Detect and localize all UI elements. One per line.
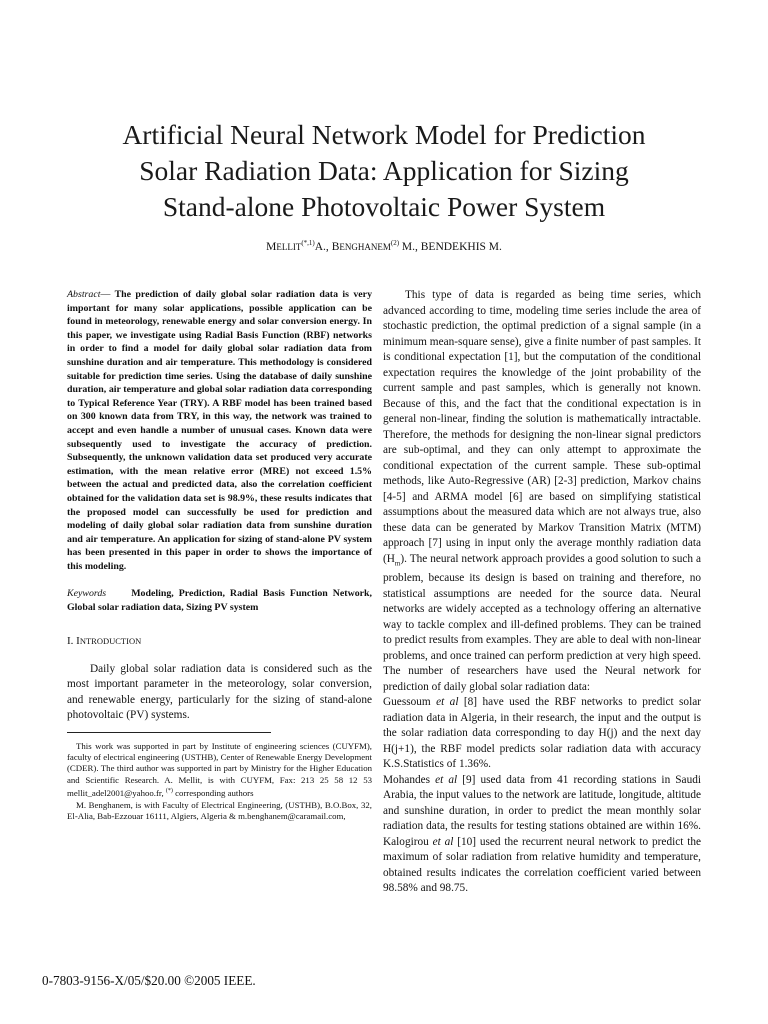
paper-title xyxy=(60,117,708,225)
right-p3-author: Mohandes xyxy=(383,773,436,786)
author-line xyxy=(60,235,708,255)
abstract-text: The prediction of daily global solar radiation data is very important for many solar applications, possible application can be found in meteorology, renewable energy and solar conversion energy. In this paper, we investigate using Radial Basis Function (RBF) networks in order to find a model for daily global solar radiation data from sunshine duration and air temperature. This methodology is considered suitable for prediction time series. Using the database of daily sunshine duration, air temperature and global solar radiation data corresponding to Typical Reference Year (TRY). A RBF model has been trained based on 300 known data from TRY, in this way, the network was trained to accept and even handle a number of unusual cases. Known data were subsequently used to investigate the accuracy of prediction. Subsequently, the unknown validation data set produced very accurate estimation, with the mean relative error (MRE) not exceed 1.5% between the actual and predicted data, also the correlation coefficient obtained for the validation data set is 98.9%, these results indicates that the proposed model can successfully be used for prediction and modeling of daily global solar radiation data from sunshine duration and air temperature. An application for sizing of stand-alone PV system has been presented in this paper in order to shows the importance of this modeling. xyxy=(67,289,373,572)
author2-tail: M., BENDEKHIS M. xyxy=(399,240,502,253)
right-p1-text: This type of data is regarded as being time series, which advanced according to time, modeling time series include the area of stochastic prediction, the optimal prediction of a signal sample (in a minimum mean-square sense), give a finite number of past samples. It is conditional expectation [1], but the computation of the conditional expectation requires the knowledge of the joint probability of the current sample and past samples, which is generally not known. Because of this, and the fact that the conditional expectation is in general non-linear, finding the solution is mathematically intractable. Therefore, the methods for designing the non-linear signal predictors are sub-optimal, and they can only attempt to approximate the conditional expectation of the current sample. These sub-optimal methods, like Auto-Regressive (AR) [2-3] prediction, Markov chains [4-5] and ARMA model [6] are based on simplifying statistical assumptions about the measured data which are not always true, also these data can be generated by Markov Transition Matrix (MTM) approach [7] using in input only the average monthly radiation data (H xyxy=(383,289,701,565)
section-heading-rest: NTRODUCTION xyxy=(79,635,142,646)
right-column xyxy=(383,288,701,897)
right-p2-etal: et al xyxy=(436,696,459,709)
abstract-dash: — xyxy=(100,289,111,300)
keywords xyxy=(67,587,372,614)
abstract xyxy=(67,288,372,573)
right-p3-etal-2: et al xyxy=(432,835,454,848)
author1-given: A., xyxy=(314,240,332,253)
right-paragraph-2 xyxy=(383,695,701,773)
right-p3-etal: et al xyxy=(435,773,458,786)
author1-surname: ELLIT xyxy=(276,241,302,252)
author1-initial: M xyxy=(266,240,277,253)
title-line-2: Solar Radiation Data: Application for Sizing xyxy=(139,155,629,186)
author2-initial: B xyxy=(331,240,340,253)
left-column xyxy=(67,288,372,822)
right-p1-subscript: m xyxy=(394,558,401,567)
intro-paragraph: Daily global solar radiation data is considered such as the most important parameter in the meteorology, solar conversion, and renewable energy, particularly for the sizing of stand-alone photovoltaic (PV) systems. xyxy=(67,662,372,722)
right-p2-text: [8] have used the RBF networks to predict solar radiation data in Algeria, in their research, the input and the output is the solar radiation data corresponding to day H(j) and the next day H(j+1), the RBF model predicts solar radiation data with accuracy K.S.Statistics of 1.36%. xyxy=(383,696,701,771)
author2-surname: ENGHANEM xyxy=(339,241,391,252)
right-p3-text: [9] used data from 41 recording stations in Saudi Arabia, the input values to the network are latitude, longitude, altitude and sunshine duration, in order to predict the mean monthly solar radiation data, the results for testing stations obtained are within 16%. Kalogirou xyxy=(383,773,702,848)
footnote-funding-tail: corresponding authors xyxy=(172,788,254,799)
right-p2-author: Guessoum xyxy=(383,696,437,709)
right-paragraph-3 xyxy=(383,773,701,897)
section-numeral: I. xyxy=(67,634,77,647)
author1-marker: (*,1) xyxy=(301,239,315,247)
keywords-text: Modeling, Prediction, Radial Basis Function Network, Global solar radiation data, Sizing PV system xyxy=(67,588,372,614)
footnote-funding-text: This work was supported in part by Institute of engineering sciences (CUYFM), faculty of electrical engineering (USTHB), Center of Renewable Energy Development (CDER). The third author was supported in part by Ministry for the Higher Education and Scientific Research. A. Mellit, is with CUYFM, Fax: 213 25 58 12 53 mellit_adel2001@yahoo.fr, xyxy=(67,740,372,799)
right-p3-tail: [10] used the recurrent neural network to predict the maximum of solar radiation from relative humidity and temperature, obtained results indicates the correlation coefficient varied between 98.58% and 98.75. xyxy=(383,835,701,895)
right-p1-tail: ). The neural network approach provides a good solution to such a problem, because its design is based on training and therefore, no statistical assumptions are needed for the source data. Neural networks are widely accepted as a technology offering an alternative way to tackle complex and ill-defined problems. They can be trained to predict results from examples. They are able to deal with non-linear problems, and once trained can perform prediction at very high speed. The number of researchers have used the Neural network for prediction of daily global solar radiation data: xyxy=(383,552,701,693)
footnote-affiliation: M. Benghanem, is with Faculty of Electrical Engineering, (USTHB), B.O.Box, 32, El-Alia, Bab-Ezzouar 16111, Algiers, Algeria & m.benghanem@caramail.com, xyxy=(67,799,372,822)
section-heading-introduction xyxy=(67,634,372,648)
footnote-marker: (*) xyxy=(165,788,173,795)
author2-marker: (2) xyxy=(390,239,400,247)
keywords-label: Keywords xyxy=(67,588,107,600)
abstract-label: Abstract xyxy=(67,289,101,300)
title-line-1: Artificial Neural Network Model for Prediction xyxy=(122,119,646,150)
footnote-funding xyxy=(67,741,372,800)
section-heading-initial: I xyxy=(76,634,80,647)
copyright-line: 0-7803-9156-X/05/$20.00 ©2005 IEEE. xyxy=(42,973,256,988)
title-line-3: Stand-alone Photovoltaic Power System xyxy=(162,191,606,222)
footnote-rule xyxy=(67,732,271,733)
right-paragraph-1 xyxy=(383,288,701,695)
